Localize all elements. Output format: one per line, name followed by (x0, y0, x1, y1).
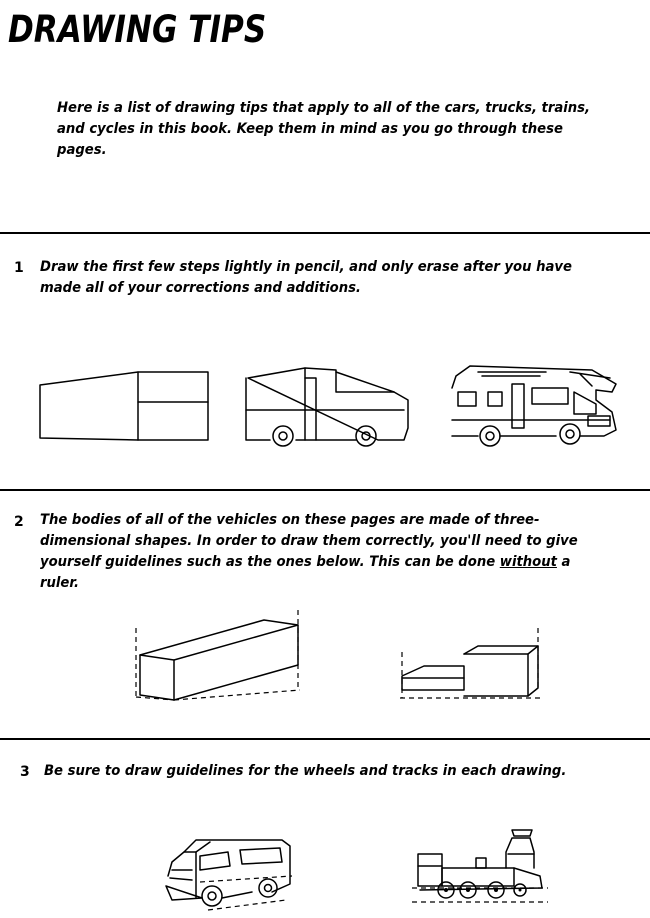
tip-2-text-part-1: The bodies of all of the vehicles on these pages are made of three-dimensional shapes. In order to draw them correctly, you'll need to give yourself guidelines such as the ones below. This can be done (40, 512, 578, 570)
tip-2-text-emphasis: without (499, 554, 557, 570)
tip-2-text-part-2: a ruler. (40, 554, 571, 591)
page-title: DRAWING TIPS (8, 8, 267, 51)
intro-paragraph: Here is a list of drawing tips that apply to all of the cars, trucks, trains, and cycles in this book. Keep them in mind as you go through these pages. (57, 100, 591, 158)
tip-1-number: 1 (14, 260, 24, 276)
tip-3-text: Be sure to draw guidelines for the wheels and tracks in each drawing. (44, 763, 567, 779)
tip-3-number: 3 (20, 764, 30, 780)
tip-1-text: Draw the first few steps lightly in pencil, and only erase after you have made all of your corrections and additions. (40, 259, 572, 296)
tip-2-number: 2 (14, 514, 24, 530)
